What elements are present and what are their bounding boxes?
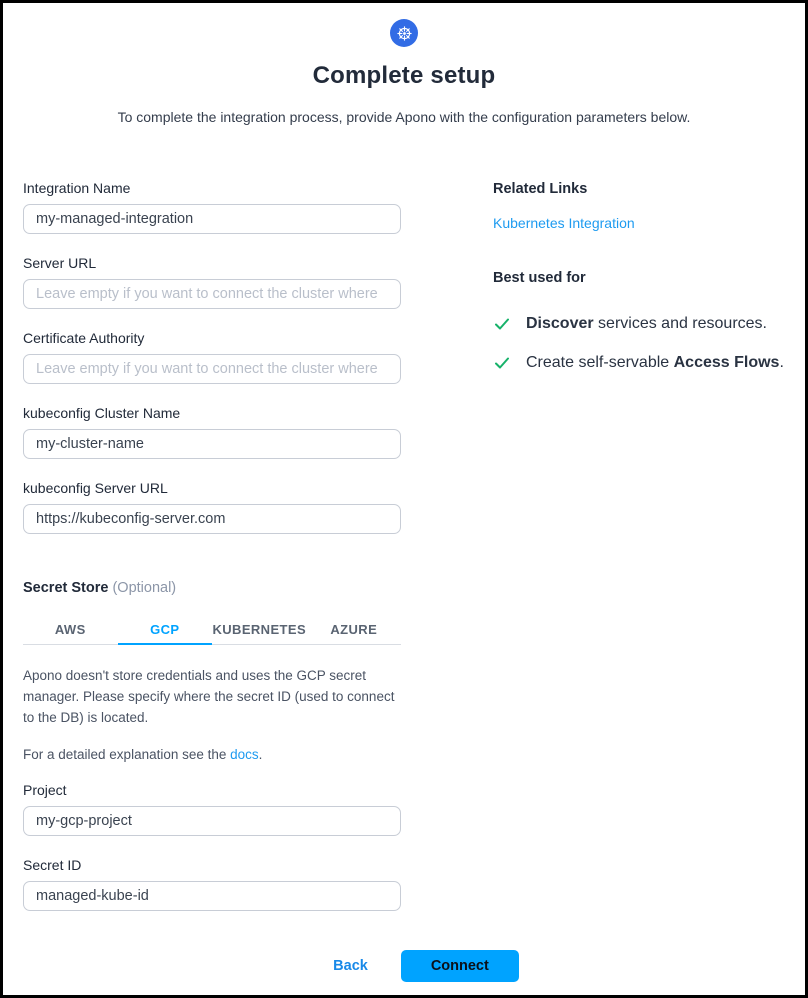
gcp-tab-fields <box>23 782 401 911</box>
certificate-authority-field-group <box>23 330 401 384</box>
project-field-group <box>23 782 401 836</box>
best-used-for-list <box>493 314 793 377</box>
project-input[interactable] <box>23 806 401 836</box>
tab-aws[interactable]: AWS <box>23 614 118 644</box>
kubeconfig-cluster-name-field-group <box>23 405 401 459</box>
gcp-tab-description: Apono doesn't store credentials and uses the GCP secret manager. Please specify where the secret ID (used to connect to the DB) is located. <box>23 668 395 725</box>
secret-store-heading <box>23 580 401 596</box>
docs-line-post: . <box>258 747 263 762</box>
kubeconfig-cluster-name-label: kubeconfig Cluster Name <box>23 405 181 421</box>
info-sidebar <box>493 181 793 392</box>
server-url-field-group <box>23 255 401 309</box>
connect-button[interactable]: Connect <box>401 950 519 982</box>
certificate-authority-input[interactable] <box>23 354 401 384</box>
server-url-input[interactable] <box>23 279 401 309</box>
kubernetes-integration-link[interactable]: Kubernetes Integration <box>493 215 635 231</box>
list-item <box>493 353 793 377</box>
tab-azure[interactable]: AZURE <box>307 614 402 644</box>
back-button[interactable]: Back <box>333 958 368 974</box>
setup-form <box>23 180 401 932</box>
secret-id-label: Secret ID <box>23 857 82 873</box>
kubeconfig-server-url-input[interactable] <box>23 504 401 534</box>
check-item-text: Discover services and resources. <box>526 315 767 332</box>
secret-id-input[interactable] <box>23 881 401 911</box>
secret-store-title: Secret Store <box>23 580 109 596</box>
dialog-footer <box>25 950 808 982</box>
tab-kubernetes[interactable]: KUBERNETES <box>212 614 307 644</box>
docs-line <box>23 747 401 762</box>
server-url-label: Server URL <box>23 255 97 271</box>
integration-name-input[interactable] <box>23 204 401 234</box>
kubeconfig-cluster-name-input[interactable] <box>23 429 401 459</box>
kubeconfig-server-url-field-group <box>23 480 401 534</box>
secret-store-tabs <box>23 614 401 645</box>
best-used-for-title: Best used for <box>493 270 586 286</box>
dialog-header <box>3 19 805 125</box>
page-subtitle: To complete the integration process, provide Apono with the configuration parameters below. <box>117 109 691 125</box>
project-label: Project <box>23 782 67 798</box>
related-links-title: Related Links <box>493 181 588 197</box>
integration-name-field-group <box>23 180 401 234</box>
secret-store-optional-label: (Optional) <box>108 580 177 596</box>
integration-name-label: Integration Name <box>23 180 131 196</box>
check-icon <box>493 354 511 377</box>
check-item-text: Create self-servable Access Flows. <box>526 354 784 371</box>
docs-link[interactable]: docs <box>230 747 259 762</box>
secret-id-field-group <box>23 857 401 911</box>
tab-gcp[interactable]: GCP <box>118 614 213 644</box>
kubeconfig-server-url-label: kubeconfig Server URL <box>23 480 168 496</box>
docs-line-pre: For a detailed explanation see the <box>23 747 231 762</box>
kubernetes-helm-icon <box>390 19 418 47</box>
page-title: Complete setup <box>312 62 496 89</box>
check-icon <box>493 315 511 338</box>
list-item <box>493 314 793 338</box>
certificate-authority-label: Certificate Authority <box>23 330 145 346</box>
